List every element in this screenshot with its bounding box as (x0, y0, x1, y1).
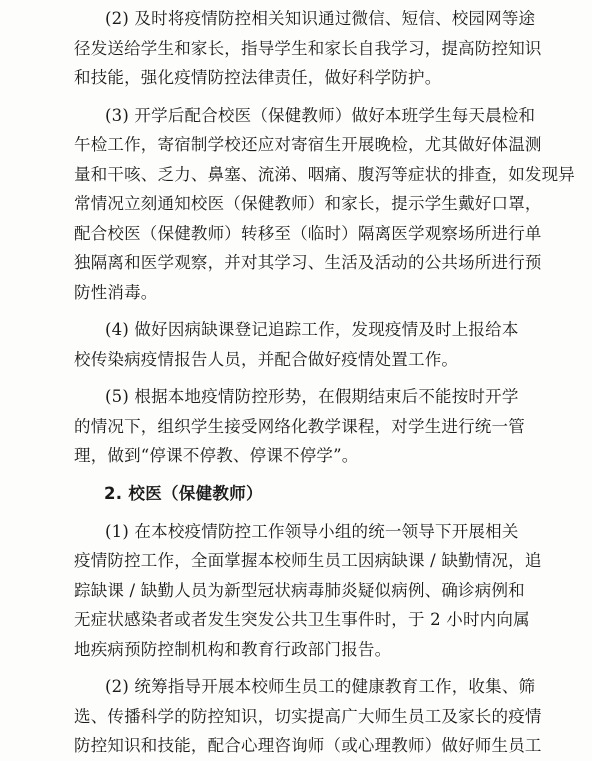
paragraph-spacer (74, 471, 548, 479)
text-line: (2) 统筹指导开展本校师生员工的健康教育工作，收集、筛 (105, 677, 536, 696)
text-line: 选、传播科学的防控知识，切实提高广大师生员工及家长的疫情 (74, 706, 542, 726)
text-line: 午检工作，寄宿制学校还应对寄宿生开展晚检，尤其做好体温测 (74, 135, 542, 154)
paragraph-spacer (74, 307, 548, 315)
text-line: 校传染病疫情报告人员，并配合做好疫情处置工作。 (74, 349, 459, 369)
text-line: 防性消毒。 (74, 282, 158, 302)
paragraph-2 (74, 4, 548, 93)
text-line: 的情况下，组织学生接受网络化教学课程，对学生进行统一管 (74, 416, 525, 436)
paragraph-spacer (74, 509, 548, 517)
text-line: (5) 根据本地疫情防控形势，在假期结束后不能按时开学 (105, 387, 519, 406)
section-heading: 2. 校医（保健教师） (104, 483, 263, 503)
paragraph-spacer (74, 374, 548, 382)
text-line: (4) 做好因病缺课登记追踪工作，发现疫情及时上报给本 (105, 320, 519, 339)
text-line: 和技能，强化疫情防控法律责任，做好科学防护。 (74, 68, 442, 87)
text-line: 径发送给学生和家长，指导学生和家长自我学习，提高防控知识 (74, 38, 542, 58)
text-line: (2) 及时将疫情防控相关知识通过微信、短信、校园网等途 (105, 9, 536, 28)
text-line: 常情况立刻通知校医（保健教师）和家长，提示学生戴好口罩， (74, 194, 542, 213)
text-line: 独隔离和医学观察，并对其学习、生活及活动的公共场所进行预 (74, 253, 542, 272)
paragraph-4 (74, 315, 548, 374)
paragraph-school-doctor-2 (74, 672, 548, 761)
text-line: 地疾病预防控制机构和教育行政部门报告。 (74, 639, 392, 659)
text-line: (3) 开学后配合校医（保健教师）做好本班学生每天晨检和 (105, 105, 536, 125)
paragraph-5 (74, 382, 548, 471)
text-line: 疫情防控工作，全面掌握本校师生员工因病缺课 / 缺勤情况，追 (74, 551, 542, 570)
paragraph-school-doctor-1 (74, 517, 548, 665)
text-line: 防控知识和技能，配合心理咨询师（或心理教师）做好师生员工 (74, 736, 542, 755)
text-line: 量和干咳、乏力、鼻塞、流涕、咽痛、腹泻等症状的排查，如发现异 (74, 164, 575, 184)
text-line: 配合校医（保健教师）转移至（临时）隔离医学观察场所进行单 (74, 223, 542, 243)
paragraph-3 (74, 101, 575, 308)
text-line: 无症状感染者或者发生突发公共卫生事件时，于 2 小时内向属 (74, 610, 530, 629)
paragraph-spacer (74, 664, 548, 672)
text-line: 理，做到“停课不停教、停课不停学”。 (74, 446, 359, 465)
text-line: 踪缺课 / 缺勤人员为新型冠状病毒肺炎疑似病例、确诊病例和 (74, 580, 525, 600)
text-line: (1) 在本校疫情防控工作领导小组的统一领导下开展相关 (105, 521, 519, 541)
paragraph-spacer (74, 93, 548, 101)
